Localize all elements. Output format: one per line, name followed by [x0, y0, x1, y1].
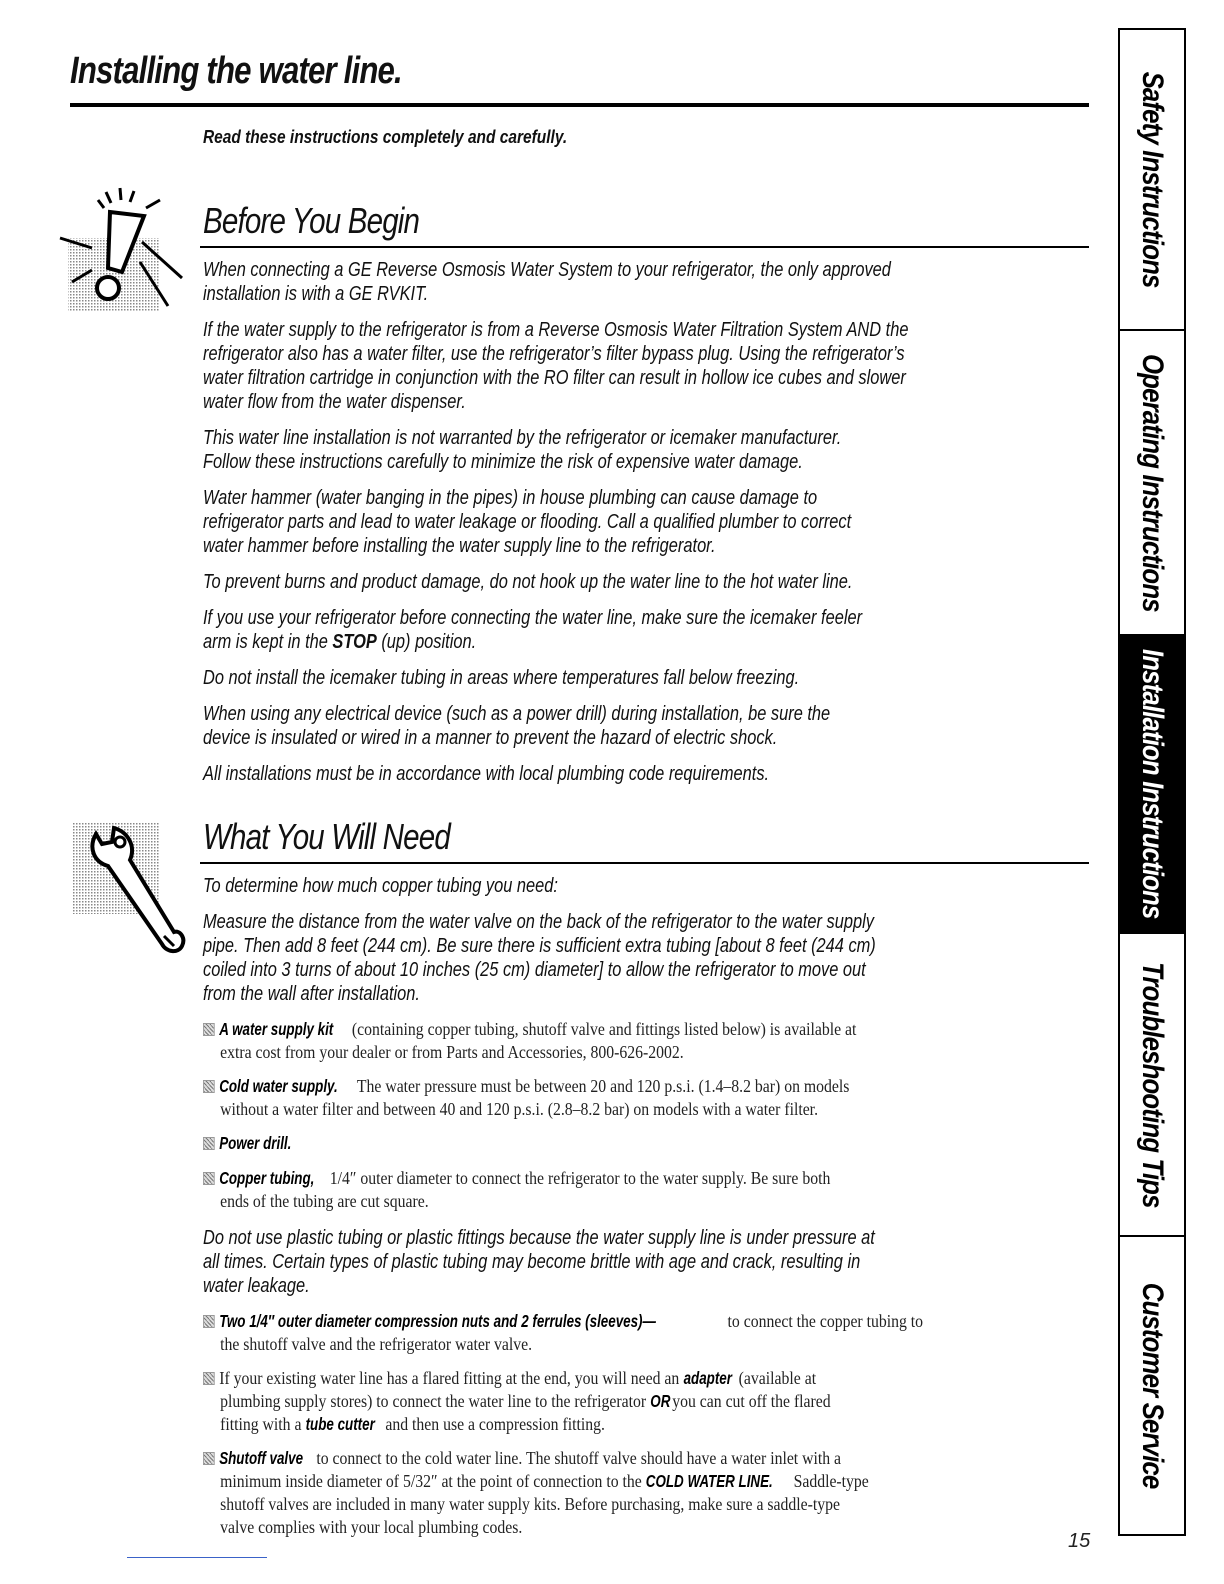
tab-installation-instructions[interactable]: Installation Instructions — [1120, 636, 1184, 934]
warning-exclamation-icon — [58, 186, 188, 314]
bullet-shutoff-valve: Shutoff valve to connect to the cold water line. The shutoff valve should have a water inlet with a minimum inside diameter of 5/32″ at the point of connection to the COLD WATER LINE. Saddle-type shutoff valves are included in many water supply kits. Before purchasing, make sure a saddle-type valve complies with your local plumbing codes. — [203, 1447, 1121, 1539]
bullet-marker — [203, 1372, 215, 1385]
stop-position-paragraph: If you use your refrigerator before connecting the water line, make sure the icemaker feeler arm is kept in the STOP (up) position. — [203, 607, 863, 653]
bullet-marker — [203, 1023, 215, 1036]
stop-keyword: STOP — [332, 631, 377, 653]
bullet-water-supply-kit: A water supply kit (containing copper tubing, shutoff valve and fittings listed below) is available at extra cost from your dealer or from Parts and Accessories, 800-626-2002. — [203, 1018, 1121, 1064]
bullet-marker — [203, 1080, 215, 1093]
section-tabs — [1118, 28, 1186, 1536]
electrical-paragraph: When using any electrical device (such as a power drill) during installation, be sure the device is insulated or wired in a manner to prevent the hazard of electric shock. — [203, 703, 831, 749]
bullet-copper-tubing: Copper tubing, 1/4″ outer diameter to connect the refrigerator to the water supply. Be sure both ends of the tubing are cut square. — [203, 1167, 1121, 1213]
bullet-adapter: If your existing water line has a flared fitting at the end, you will need an adapter (available at plumbing supply stores) to connect the water line to the refrigerator OR you can cut off the flared fitting with a tube cutter and then use a compression fitting. — [203, 1367, 1121, 1436]
wrench-icon — [70, 820, 190, 970]
page-number: 15 — [1068, 1530, 1091, 1552]
bullet-cold-water-supply: Cold water supply. The water pressure must be between 20 and 120 p.s.i. (1.4–8.2 bar) on models without a water filter and between 40 and 120 p.s.i. (2.8–8.2 bar) on models with a water filter. — [203, 1075, 1121, 1121]
bullet-power-drill: Power drill. — [203, 1132, 1121, 1155]
bullet-marker — [203, 1315, 215, 1328]
what-you-will-need-heading: What You Will Need — [203, 816, 450, 857]
page-title: Installing the water line. — [70, 50, 402, 92]
warranty-paragraph: This water line installation is not warranted by the refrigerator or icemaker manufacturer. Follow these instructions carefully to minimize the risk of expensive water damage. — [203, 427, 842, 473]
before-you-begin-heading: Before You Begin — [203, 200, 420, 241]
title-rule — [70, 103, 1089, 107]
tab-customer-service[interactable]: Customer Service — [1136, 1282, 1169, 1489]
before-you-begin-rule — [200, 246, 1089, 248]
bullet-compression-nuts: Two 1/4″ outer diameter compression nuts and 2 ferrules (sleeves)— to connect the copper tubing to the shutoff valve and the refrigerator water valve. — [203, 1310, 1121, 1356]
tab-troubleshooting-tips[interactable]: Troubleshooting Tips — [1120, 934, 1184, 1237]
measure-paragraph: Measure the distance from the water valve on the back of the refrigerator to the water supply pipe. Then add 8 feet (244 cm). Be sure there is sufficient extra tubing [about 8 feet (244 cm) coiled into 3 turns of about 10 inches (25 cm) diameter] to allow the refrigerator to move out from the wall after installation. — [203, 911, 876, 1005]
footer-line — [127, 1557, 267, 1558]
ro-system-paragraph: When connecting a GE Reverse Osmosis Water System to your refrigerator, the only approved installation is with a GE RVKIT. — [203, 259, 891, 305]
bullet-marker — [203, 1137, 215, 1150]
freezing-paragraph: Do not install the icemaker tubing in areas where temperatures fall below freezing. — [203, 667, 800, 689]
tubing-intro: To determine how much copper tubing you need: — [203, 875, 558, 897]
bullet-marker — [203, 1452, 215, 1465]
plastic-warning-paragraph: Do not use plastic tubing or plastic fittings because the water supply line is under pressure at all times. Certain types of plastic tubing may become brittle with age and crack, resulting in water leakage. — [203, 1227, 875, 1297]
what-you-will-need-rule — [200, 862, 1089, 864]
read-instructions-note: Read these instructions completely and carefully. — [203, 127, 568, 147]
water-hammer-paragraph: Water hammer (water banging in the pipes) in house plumbing can cause damage to refrigerator parts and lead to water leakage or flooding. Call a qualified plumber to correct water hammer before installing the water supply line to the refrigerator. — [203, 487, 852, 557]
hot-water-paragraph: To prevent burns and product damage, do not hook up the water line to the hot water line. — [203, 571, 853, 593]
plumbing-code-paragraph: All installations must be in accordance with local plumbing code requirements. — [203, 763, 770, 785]
tab-safety-instructions[interactable]: Safety Instructions — [1120, 30, 1184, 331]
bullet-marker — [203, 1172, 215, 1185]
tab-operating-instructions[interactable]: Operating Instructions — [1120, 331, 1184, 636]
ro-filter-paragraph: If the water supply to the refrigerator is from a Reverse Osmosis Water Filtration System AND the refrigerator also has a water filter, use the refrigerator’s filter bypass plug. Using the refrigerator’s water filtration cartridge in conjunction with the RO filter can result in hollow ice cubes and slower water flow from the water dispenser. — [203, 319, 909, 413]
